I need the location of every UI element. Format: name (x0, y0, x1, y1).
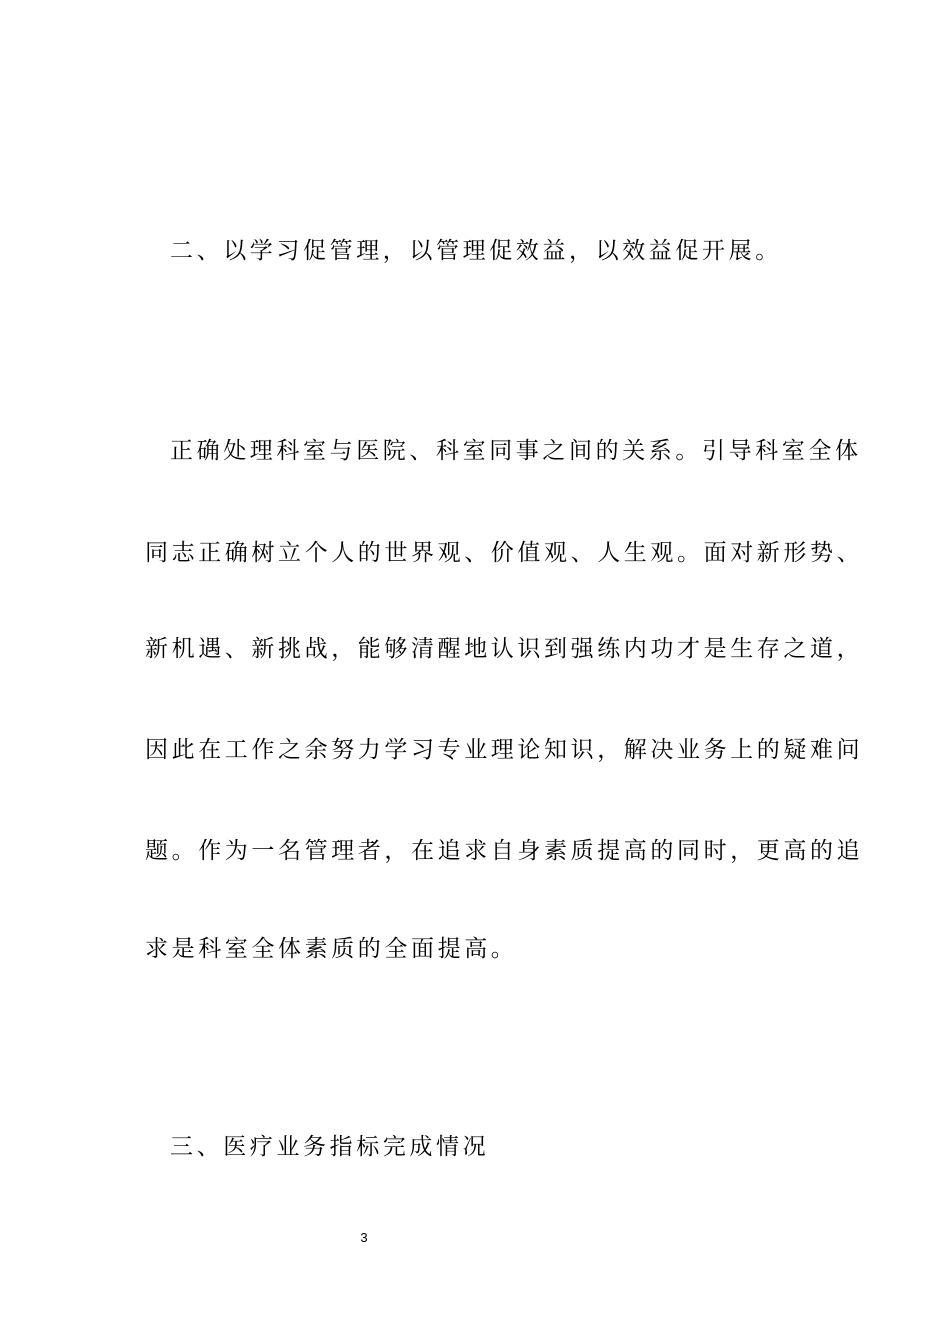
paragraph-line: 求是科室全体素质的全面提高。 (145, 936, 518, 962)
section-heading-three: 三、医疗业务指标完成情况 (170, 1134, 490, 1160)
paragraph-line: 因此在工作之余努力学习专业理论知识，解决业务上的疑难问 (145, 737, 864, 763)
paragraph-line: 新机遇、新挑战，能够清醒地认识到强练内功才是生存之道， (145, 636, 864, 662)
section-heading-two: 二、以学习促管理，以管理促效益，以效益促开展。 (170, 238, 782, 264)
paragraph-line: 正确处理科室与医院、科室同事之间的关系。引导科室全体 (170, 438, 862, 464)
paragraph-line: 题。作为一名管理者，在追求自身素质提高的同时，更高的追 (145, 838, 864, 864)
page-number: 3 (360, 1230, 368, 1245)
paragraph-line: 同志正确树立个人的世界观、价值观、人生观。面对新形势、 (145, 540, 864, 566)
